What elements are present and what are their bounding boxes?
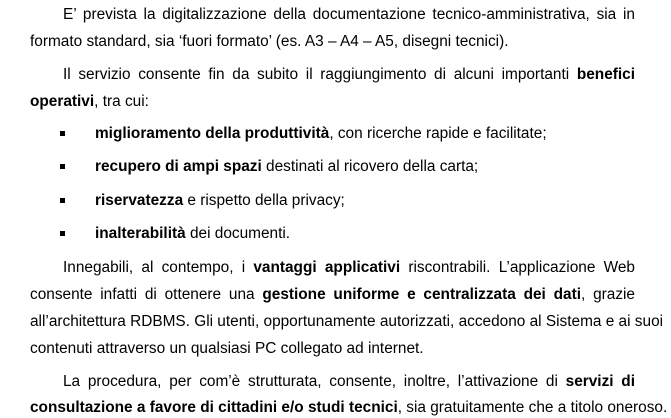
bold-text: servizi di (565, 373, 635, 390)
bold-text: operativi (30, 93, 95, 110)
text: , grazie (581, 286, 635, 303)
text: dei documenti. (185, 225, 291, 242)
text: , sia gratuitamente che a titolo oneroso. (397, 399, 668, 416)
paragraph-3-line-4 (30, 340, 424, 358)
bullet-icon (60, 164, 65, 169)
text: e rispetto della privacy; (183, 192, 345, 209)
bullet-icon (60, 131, 65, 136)
bold-text: vantaggi applicativi (253, 259, 401, 276)
paragraph-2-line-1 (63, 66, 635, 84)
bullet-icon (60, 231, 65, 236)
list-item-text (95, 225, 290, 243)
paragraph-1-line-2 (30, 33, 509, 51)
bold-text: benefici (576, 66, 635, 83)
text: consente infatti di ottenere una (30, 286, 263, 303)
bold-text: gestione uniforme e centralizzata dei dati (262, 286, 581, 303)
bold-text: riservatezza (95, 192, 184, 209)
text: Innegabili, al contempo, i (63, 259, 254, 276)
paragraph-4-line-2 (30, 399, 668, 417)
text: E’ prevista la digitalizzazione della documentazione tecnico-amministrativa, sia in (63, 6, 635, 23)
bullet-icon (60, 198, 65, 203)
text: La procedura, per com’è strutturata, consente, inoltre, l’attivazione di (63, 373, 566, 390)
text: all’architettura RDBMS. Gli utenti, opportunamente autorizzati, accedono al Sistema e ai suoi (30, 313, 664, 330)
paragraph-3-line-2 (30, 286, 635, 304)
text: contenuti attraverso un qualsiasi PC collegato ad internet. (30, 340, 424, 357)
text: , con ricerche rapide e facilitate; (329, 125, 547, 142)
paragraph-3-line-1 (63, 259, 635, 277)
list-item-text (95, 158, 478, 176)
bold-text: inalterabilità (95, 225, 186, 242)
paragraph-3-line-3 (30, 313, 664, 331)
list-item-text (95, 125, 547, 143)
bold-text: recupero di ampi spazi (95, 158, 262, 175)
paragraph-4-line-1 (63, 373, 635, 391)
text: Il servizio consente fin da subito il raggiungimento di alcuni importanti (63, 66, 577, 83)
bold-text: miglioramento della produttività (95, 125, 330, 142)
text: , tra cui: (94, 93, 149, 110)
list-item-text (95, 192, 345, 210)
text: destinati al ricovero della carta; (261, 158, 479, 175)
paragraph-1-line-1 (63, 6, 635, 24)
bold-text: consultazione a favore di cittadini e/o studi tecnici (30, 399, 398, 416)
text: formato standard, sia ‘fuori formato’ (es. A3 – A4 – A5, disegni tecnici). (30, 33, 509, 50)
paragraph-2-line-2 (30, 93, 149, 111)
text: riscontrabili. L’applicazione Web (400, 259, 635, 276)
